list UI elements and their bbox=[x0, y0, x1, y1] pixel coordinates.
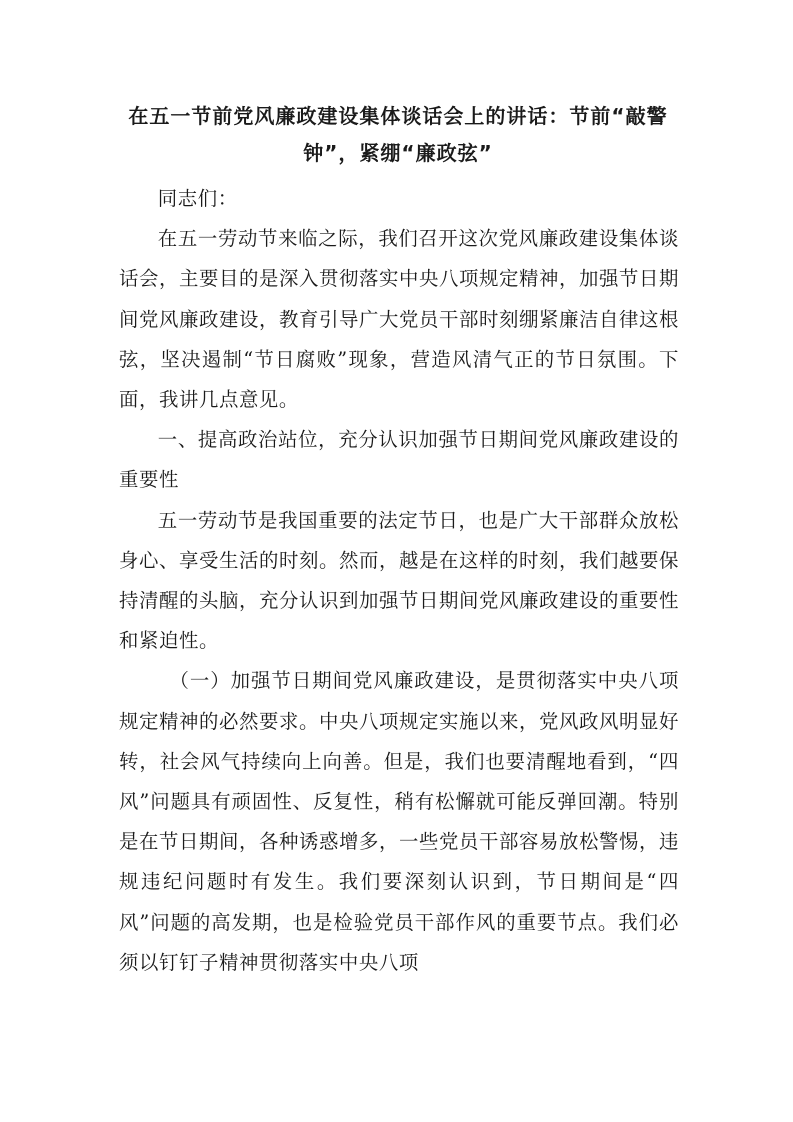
title-line-2: 钟”，紧绷“廉政弦” bbox=[303, 141, 493, 165]
document-body bbox=[119, 179, 679, 983]
paragraph-subsection-1: （一）加强节日期间党风廉政建设，是贯彻落实中央八项规定精神的必然要求。中央八项规定实施以来，党风政风明显好转，社会风气持续向上向善。但是，我们也要清醒地看到，“四风”问题具有顽固性、反复性，稍有松懈就可能反弹回潮。特别是在节日期间，各种诱惑增多，一些党员干部容易放松警惕，违规违纪问题时有发生。我们要深刻认识到，节日期间是“四风”问题的高发期，也是检验党员干部作风的重要节点。我们必须以钉钉子精神贯彻落实中央八项 bbox=[119, 669, 679, 974]
document-title bbox=[118, 98, 678, 172]
paragraph-section-1: 五一劳动节是我国重要的法定节日，也是广大干部群众放松身心、享受生活的时刻。然而，越是在这样的时刻，我们越要保持清醒的头脑，充分认识到加强节日期间党风廉政建设的重要性和紧迫性。 bbox=[119, 508, 679, 653]
title-line-1: 在五一节前党风廉政建设集体谈话会上的讲话：节前“敲警 bbox=[128, 104, 668, 128]
section-heading-1: 一、提高政治站位，充分认识加强节日期间党风廉政建设的重要性 bbox=[119, 428, 679, 492]
paragraph-intro: 在五一劳动节来临之际，我们召开这次党风廉政建设集体谈话会，主要目的是深入贯彻落实中央八项规定精神，加强节日期间党风廉政建设，教育引导广大党员干部时刻绷紧廉洁自律这根弦，坚决遏制“节日腐败”现象，营造风清气正的节日氛围。下面，我讲几点意见。 bbox=[119, 227, 679, 412]
salutation: 同志们： bbox=[157, 187, 238, 210]
